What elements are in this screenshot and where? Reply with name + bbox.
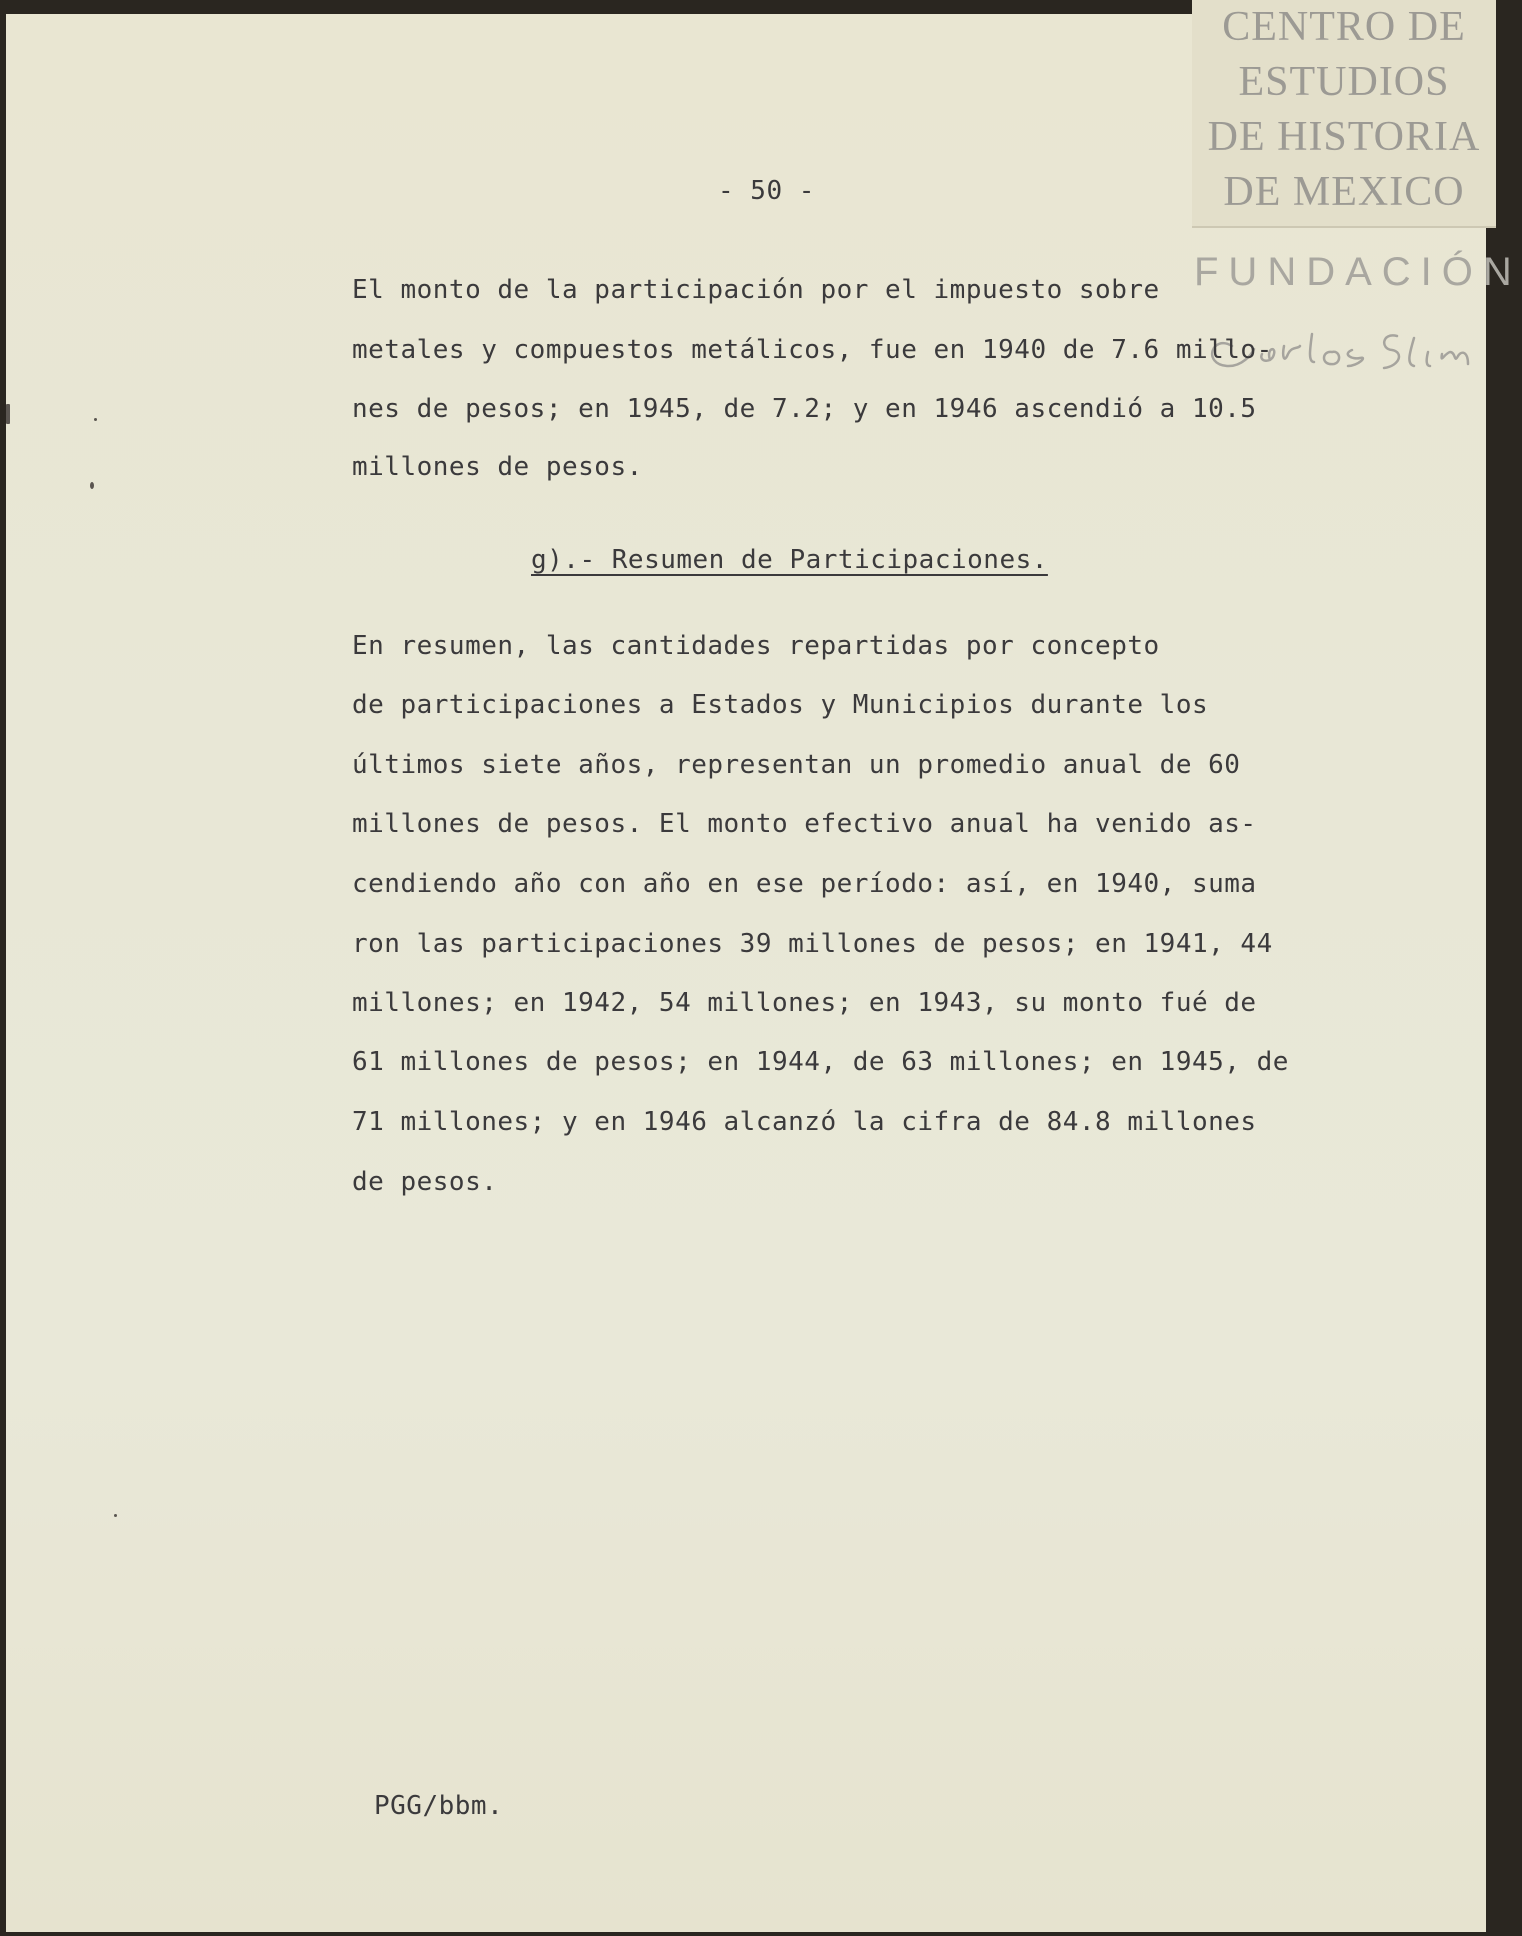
text-line: millones de pesos. (352, 452, 643, 482)
stamp-line: ESTUDIOS (1238, 59, 1450, 105)
text-line: El monto de la participación por el impuesto sobre (352, 275, 1160, 305)
text-line: de pesos. (352, 1167, 498, 1197)
text-line: nes de pesos; en 1945, de 7.2; y en 1946 ascendió a 10.5 (352, 394, 1257, 424)
text-line: millones; en 1942, 54 millones; en 1943, su monto fué de (352, 988, 1257, 1018)
text-line: cendiendo año con año en ese período: así, en 1940, suma (352, 869, 1257, 899)
text-line: de participaciones a Estados y Municipios durante los (352, 690, 1209, 720)
stamp-line: CENTRO DE (1222, 4, 1466, 50)
document-page (6, 4, 1522, 1932)
text-line: En resumen, las cantidades repartidas por concepto (352, 631, 1160, 661)
text-line: metales y compuestos metálicos, fue en 1940 de 7.6 millo- (352, 335, 1273, 365)
text-line: 61 millones de pesos; en 1944, de 63 millones; en 1945, de (352, 1047, 1289, 1077)
typist-initials: PGG/bbm. (374, 1791, 504, 1821)
section-heading: g).- Resumen de Participaciones. (531, 545, 1048, 575)
text-line: ron las participaciones 39 millones de pesos; en 1941, 44 (352, 929, 1273, 959)
foundation-label: FUNDACIÓN (1194, 250, 1522, 294)
paper-speck (114, 1514, 117, 1517)
page-number: - 50 - (718, 176, 815, 206)
paper-edge-mark (6, 404, 10, 424)
paper-speck (90, 482, 94, 489)
stamp-line: DE MEXICO (1223, 169, 1465, 215)
text-line: millones de pesos. El monto efectivo anual ha venido as- (352, 809, 1257, 839)
text-line: 71 millones; y en 1946 alcanzó la cifra de 84.8 millones (352, 1107, 1257, 1137)
paper-speck (94, 418, 97, 421)
stamp-line: DE HISTORIA (1207, 114, 1481, 160)
archive-stamp (1192, 0, 1496, 228)
text-line: últimos siete años, representan un promedio anual de 60 (352, 750, 1241, 780)
